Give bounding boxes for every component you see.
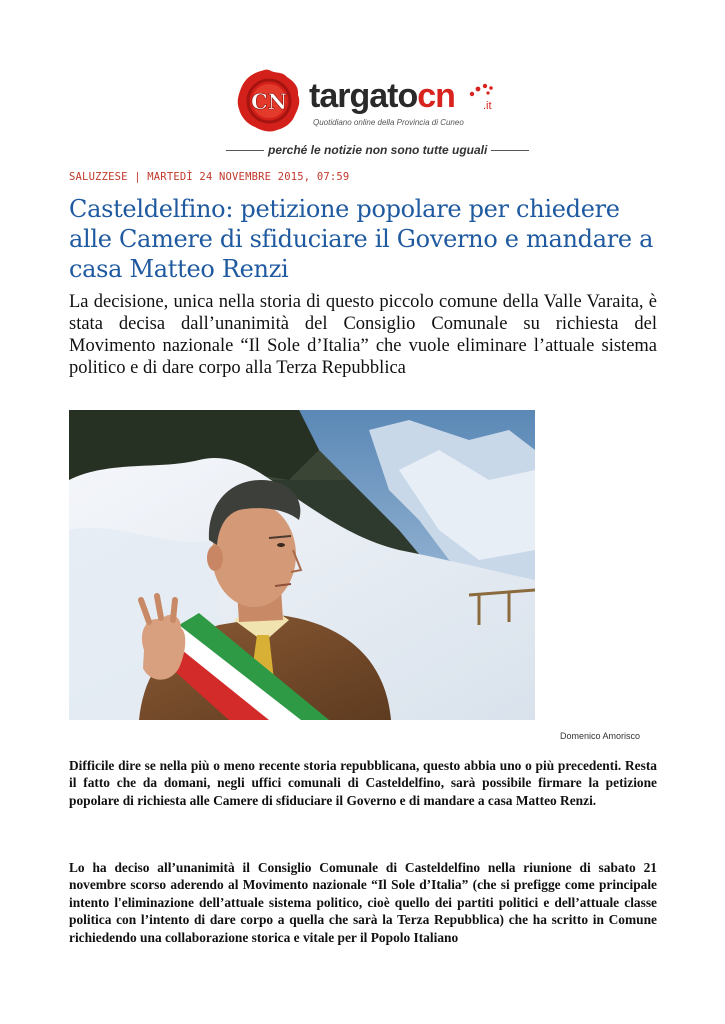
body-paragraph-2: Lo ha deciso all’unanimità il Consiglio Comunale di Casteldelfino nella riunione di sabato 21 novembre scorso aderendo al Movimento nazionale “Il Sole d’Italia” (che si prefigge come principale intento l'eliminazione dell’attuale sistema politico, cioè quello dei partiti politici e dell’attuale classe politica con l’intento di dare corpo a quella che sarà la Terza Repubblica) che ha scritto in Comune richiedendo una collaborazione storica e vitale per il Popolo Italiano [69,860,657,945]
brand-part1: targato [309,77,418,115]
photo-credit: Domenico Amorisco [560,731,641,741]
body-paragraph-1: Difficile dire se nella più o meno recente storia repubblicana, questo abbia uno o più precedenti. Resta il fatto che da domani, negli uffici comunali di Casteldelfino, sarà possibile firmare la petizione popolare di richiesta alle Camere di sfiduciare il Governo e di mandare a casa Matteo Renzi. [69,758,657,808]
masthead [0,0,725,160]
seal-letters: CN [251,89,287,114]
masthead-subtitle: Quotidiano online della Provincia di Cuneo [313,118,464,127]
brand-tld: .it [483,100,492,112]
brand-part2: cn [417,77,455,115]
tagline [222,143,522,157]
article-standfirst: La decisione, unica nella storia di questo piccolo comune della Valle Varaita, è stata decisa dall’unanimità del Consiglio Comunale su richiesta del Movimento nazionale “Il Sole d’Italia” che vuole eliminare l’attuale sistema politico e di dare corpo alla Terza Repubblica [69,292,657,378]
wax-seal-logo [236,68,302,134]
dots-icon [468,82,494,98]
tagline-text: perché le notizie non sono tutte uguali [268,143,488,157]
article-headline: Casteldelfino: petizione popolare per chiedere alle Camere di sfiduciare il Governo e mandare a casa Matteo Renzi [69,195,654,283]
article-photo [69,410,535,720]
article-kicker[interactable]: SALUZZESE | MARTEDÌ 24 NOVEMBRE 2015, 07:59 [69,171,350,183]
brand-wordmark[interactable] [309,78,455,114]
